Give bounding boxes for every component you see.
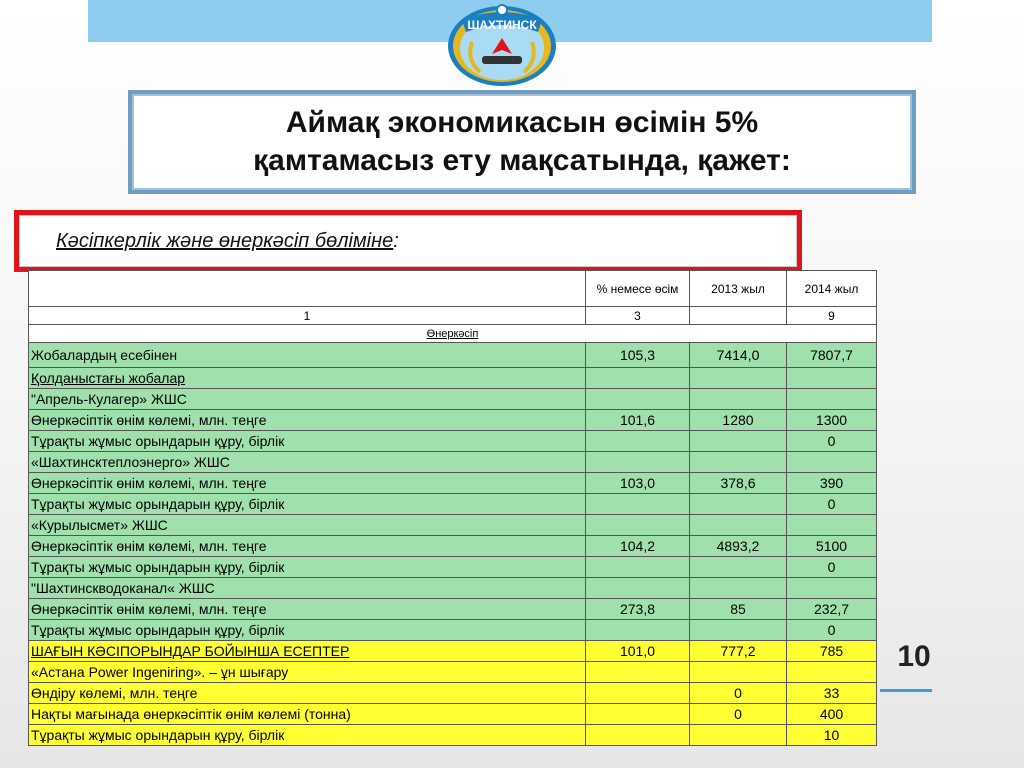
row-pct-cell xyxy=(586,704,690,725)
row-pct-cell xyxy=(586,557,690,578)
row-2013-cell xyxy=(690,578,787,599)
row-2014-cell: 7807,7 xyxy=(787,343,877,368)
data-table xyxy=(28,270,877,746)
row-2013-cell xyxy=(690,620,787,641)
row-pct-cell xyxy=(586,515,690,536)
row-2013-cell xyxy=(690,452,787,473)
row-label-cell xyxy=(29,368,586,389)
row-label-cell: Нақты мағынада өнеркәсіптік өнім көлемі (тонна) xyxy=(29,704,586,725)
row-2014-cell: 232,7 xyxy=(787,599,877,620)
row-2014-cell xyxy=(787,452,877,473)
section-row-label xyxy=(29,325,877,343)
section-row xyxy=(29,325,877,343)
row-2014-cell xyxy=(787,515,877,536)
row-2013-cell: 1280 xyxy=(690,410,787,431)
row-2014-cell xyxy=(787,662,877,683)
row-pct-cell xyxy=(586,662,690,683)
row-2013-cell: 0 xyxy=(690,683,787,704)
row-2013-cell: 4893,2 xyxy=(690,536,787,557)
row-pct-cell xyxy=(586,725,690,746)
row-label-cell: «Курылысмет» ЖШС xyxy=(29,515,586,536)
row-label-cell: Өндіру көлемі, млн. теңге xyxy=(29,683,586,704)
city-emblem xyxy=(444,2,560,86)
table-row xyxy=(29,494,877,515)
table-row xyxy=(29,620,877,641)
header-cell-2013: 2013 жыл xyxy=(690,271,787,307)
title-inner xyxy=(132,94,912,190)
row-label-cell: Өнеркәсіптік өнім көлемі, млн. теңге xyxy=(29,473,586,494)
row-pct-cell: 101,0 xyxy=(586,641,690,662)
table-row xyxy=(29,473,877,494)
row-2013-cell xyxy=(690,557,787,578)
row-label-cell: Жобалардың есебінен xyxy=(29,343,586,368)
row-2014-cell: 0 xyxy=(787,557,877,578)
row-2013-cell xyxy=(690,725,787,746)
table-row xyxy=(29,515,877,536)
section-banner xyxy=(14,210,802,272)
emblem-text: ШАХТИНСК xyxy=(467,18,537,32)
row-2013-cell xyxy=(690,431,787,452)
row-label-cell xyxy=(29,641,586,662)
row-pct-cell xyxy=(586,494,690,515)
row-2013-cell: 0 xyxy=(690,704,787,725)
table-row xyxy=(29,536,877,557)
table-row xyxy=(29,704,877,725)
table-row xyxy=(29,683,877,704)
row-pct-cell: 104,2 xyxy=(586,536,690,557)
row-pct-cell xyxy=(586,368,690,389)
row-2014-cell: 0 xyxy=(787,620,877,641)
index-row xyxy=(29,307,877,325)
row-2013-cell xyxy=(690,389,787,410)
table-row xyxy=(29,662,877,683)
row-2014-cell: 10 xyxy=(787,725,877,746)
row-pct-cell: 103,0 xyxy=(586,473,690,494)
table-row xyxy=(29,641,877,662)
row-2013-cell xyxy=(690,662,787,683)
row-2014-cell: 0 xyxy=(787,494,877,515)
header-cell-label xyxy=(29,271,586,307)
header-cell-2014: 2014 жыл xyxy=(787,271,877,307)
row-2014-cell: 5100 xyxy=(787,536,877,557)
row-2014-cell xyxy=(787,389,877,410)
row-label-cell: Тұрақты жұмыс орындарын құру, бірлік xyxy=(29,431,586,452)
row-2014-cell: 390 xyxy=(787,473,877,494)
row-2013-cell xyxy=(690,494,787,515)
section-colon: : xyxy=(393,229,399,252)
row-2014-cell xyxy=(787,578,877,599)
row-2014-cell: 785 xyxy=(787,641,877,662)
row-2013-cell: 378,6 xyxy=(690,473,787,494)
row-2014-cell: 0 xyxy=(787,431,877,452)
row-label-cell: Тұрақты жұмыс орындарын құру, бірлік xyxy=(29,620,586,641)
index-cell-2: 3 xyxy=(586,307,690,325)
row-label-cell: Тұрақты жұмыс орындарын құру, бірлік xyxy=(29,725,586,746)
title-box xyxy=(128,90,916,194)
row-pct-cell xyxy=(586,452,690,473)
row-pct-cell xyxy=(586,620,690,641)
row-2014-cell: 400 xyxy=(787,704,877,725)
row-2013-cell: 85 xyxy=(690,599,787,620)
table-row xyxy=(29,389,877,410)
row-pct-cell: 101,6 xyxy=(586,410,690,431)
row-pct-cell: 273,8 xyxy=(586,599,690,620)
row-label-cell: Тұрақты жұмыс орындарын құру, бірлік xyxy=(29,557,586,578)
row-2013-cell xyxy=(690,368,787,389)
section-label: Кәсіпкерлік және өнеркәсіп бөліміне xyxy=(56,229,394,252)
row-label-text: ШАҒЫН КӘСІПОРЫНДАР БОЙЫНША ЕСЕПТЕР xyxy=(31,643,350,659)
index-cell-4: 9 xyxy=(787,307,877,325)
row-label-cell: «Шахтинсктеплоэнерго» ЖШС xyxy=(29,452,586,473)
table-row xyxy=(29,725,877,746)
header-row xyxy=(29,271,877,307)
table-row xyxy=(29,343,877,368)
row-pct-cell xyxy=(586,578,690,599)
table-row xyxy=(29,557,877,578)
row-2013-cell xyxy=(690,515,787,536)
row-2013-cell: 777,2 xyxy=(690,641,787,662)
row-pct-cell xyxy=(586,389,690,410)
row-2014-cell xyxy=(787,368,877,389)
row-label-cell: Өнеркәсіптік өнім көлемі, млн. теңге xyxy=(29,599,586,620)
header-cell-pct: % немесе өсім xyxy=(586,271,690,307)
index-cell-3 xyxy=(690,307,787,325)
table-row xyxy=(29,368,877,389)
row-pct-cell xyxy=(586,683,690,704)
row-label-cell: "Апрель-Кулагер» ЖШС xyxy=(29,389,586,410)
row-label-text: Қолданыстағы жобалар xyxy=(31,370,186,386)
table-row xyxy=(29,410,877,431)
section-inner xyxy=(19,215,797,267)
index-cell-1: 1 xyxy=(29,307,586,325)
table-row xyxy=(29,452,877,473)
row-label-cell: "Шахтинскводоканал« ЖШС xyxy=(29,578,586,599)
row-label-cell: Өнеркәсіптік өнім көлемі, млн. теңге xyxy=(29,410,586,431)
page-number: 10 xyxy=(897,640,931,673)
row-label-cell: Өнеркәсіптік өнім көлемі, млн. теңге xyxy=(29,536,586,557)
table-row xyxy=(29,431,877,452)
row-2014-cell: 1300 xyxy=(787,410,877,431)
table-row xyxy=(29,578,877,599)
row-label-cell: Тұрақты жұмыс орындарын құру, бірлік xyxy=(29,494,586,515)
page-number-underline xyxy=(880,689,932,692)
section-row-text: Өнеркәсіп xyxy=(426,327,479,340)
row-2014-cell: 33 xyxy=(787,683,877,704)
slide-title: Аймақ экономикасын өсімін 5% қамтамасыз ету мақсатында, қажет: xyxy=(253,106,791,177)
row-2013-cell: 7414,0 xyxy=(690,343,787,368)
row-label-cell: «Астана Power Ingeniring». – ұн шығару xyxy=(29,662,586,683)
table-row xyxy=(29,599,877,620)
row-pct-cell xyxy=(586,431,690,452)
row-pct-cell: 105,3 xyxy=(586,343,690,368)
